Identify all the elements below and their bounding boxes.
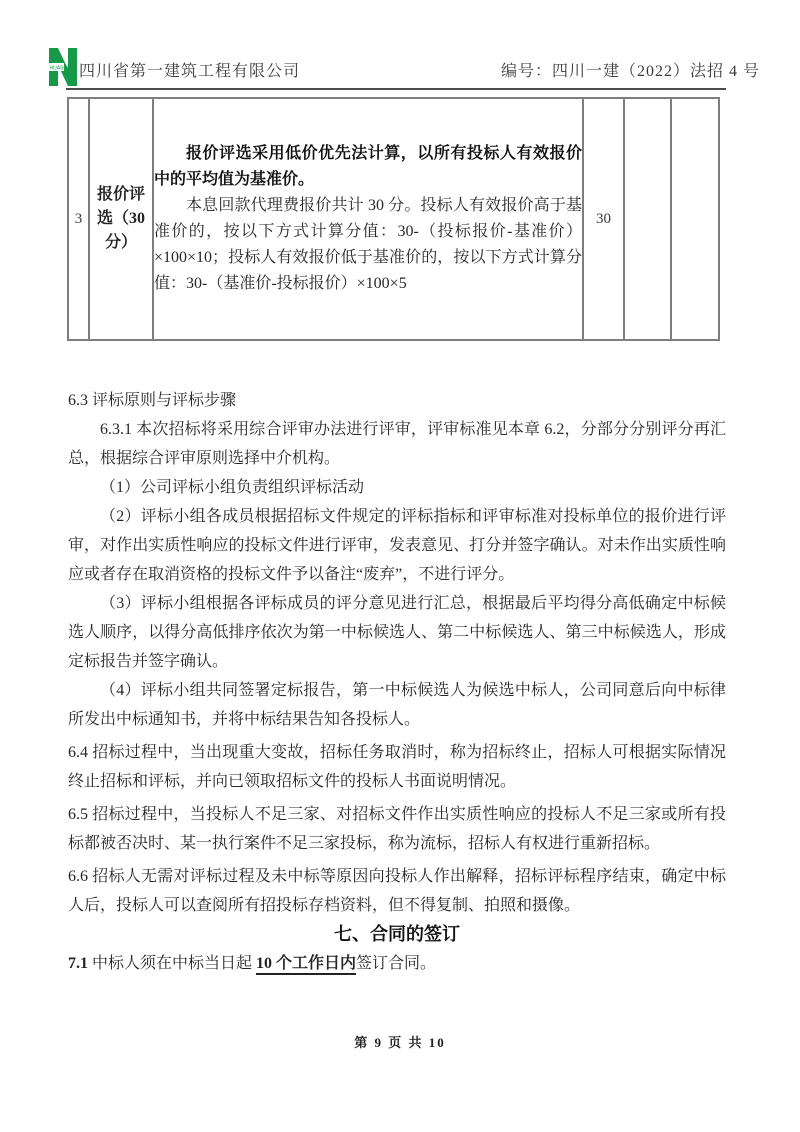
empty-cell-1 [624,98,671,340]
logo-text: HUASHI [49,65,69,72]
description-bold: 报价评选采用低价优先法计算，以所有投标人有效报价中的平均值为基准价。 [154,145,582,188]
doc-number: 编号：四川一建（2022）法招 4 号 [500,63,760,80]
evaluation-table [67,97,720,341]
huashi-logo-icon [49,48,77,86]
table-row [68,98,719,340]
company-name: 四川省第一建筑工程有限公司 [79,63,301,80]
page-header [0,0,800,92]
list-item-4: （4）评标小组共同签署定标报告，第一中标候选人为候选中标人，公司同意后向中标律所发出中标通知书，并将中标结果告知各投标人。 [68,682,726,728]
underlined-deadline: 10 个工作日内 [256,955,356,975]
evaluation-table-wrap [67,97,720,341]
list-item-3: （3）评标小组根据各评标成员的评分意见进行汇总，根据最后平均得分高低确定中标候选人顺序，以得分高低排序依次为第一中标候选人、第二中标候选人、第三中标候选人，形成定标报告并签字确认。 [68,595,726,670]
clause-number: 7.1 [68,955,88,972]
section-7-heading: 七、合同的签订 [334,924,460,944]
paragraph-7-1 [68,949,726,978]
paragraph-6-3-1: 6.3.1 本次招标将采用综合评审办法进行评审，评审标准见本章 6.2，分部分分别评分再汇总，根据综合评审原则选择中介机构。 [68,421,726,467]
description-normal: 本息回款代理费报价共计 30 分。投标人有效报价高于基准价的，按以下方式计算分值：30-（投标报价-基准价）×100×10；投标人有效报价低于基准价的，按以下方式计算分值：30-（基准价-投标报价）×100×5 [154,197,582,292]
clause-text-post: 签订合同。 [356,955,437,972]
paragraph-6-6: 6.6 招标人无需对评标过程及未中标等原因向投标人作出解释，招标评标程序结束，确定中标人后，投标人可以查阅所有招投标存档资料，但不得复制、拍照和摄像。 [68,868,726,914]
category-cell: 报价评选（30分） [89,98,153,340]
description-cell [153,98,583,340]
empty-cell-2 [671,98,719,340]
row-index-cell: 3 [68,98,89,340]
header-divider [66,88,726,90]
section-6-3-title: 6.3 评标原则与评标步骤 [68,392,237,409]
page-number-footer: 第 9 页 共 10 [354,1035,446,1050]
paragraph-6-4: 6.4 招标过程中，当出现重大变故，招标任务取消时，称为招标终止，招标人可根据实际情况终止招标和评标，并向已领取招标文件的投标人书面说明情况。 [68,744,726,790]
paragraph-6-5: 6.5 招标过程中，当投标人不足三家、对招标文件作出实质性响应的投标人不足三家或所有投标都被否决时、某一执行案件不足三家投标，称为流标，招标人有权进行重新招标。 [68,806,726,852]
list-item-1: （1）公司评标小组负责组织评标活动 [100,479,365,496]
score-cell: 30 [583,98,624,340]
list-item-2: （2）评标小组各成员根据招标文件规定的评标指标和评审标准对投标单位的报价进行评审，对作出实质性响应的投标文件进行评审，发表意见、打分并签字确认。对未作出实质性响应或者存在取消资格的投标文件予以备注“废弃”，不进行评分。 [68,508,726,583]
document-body [68,386,726,978]
clause-text-pre: 中标人须在中标当日起 [88,955,257,972]
